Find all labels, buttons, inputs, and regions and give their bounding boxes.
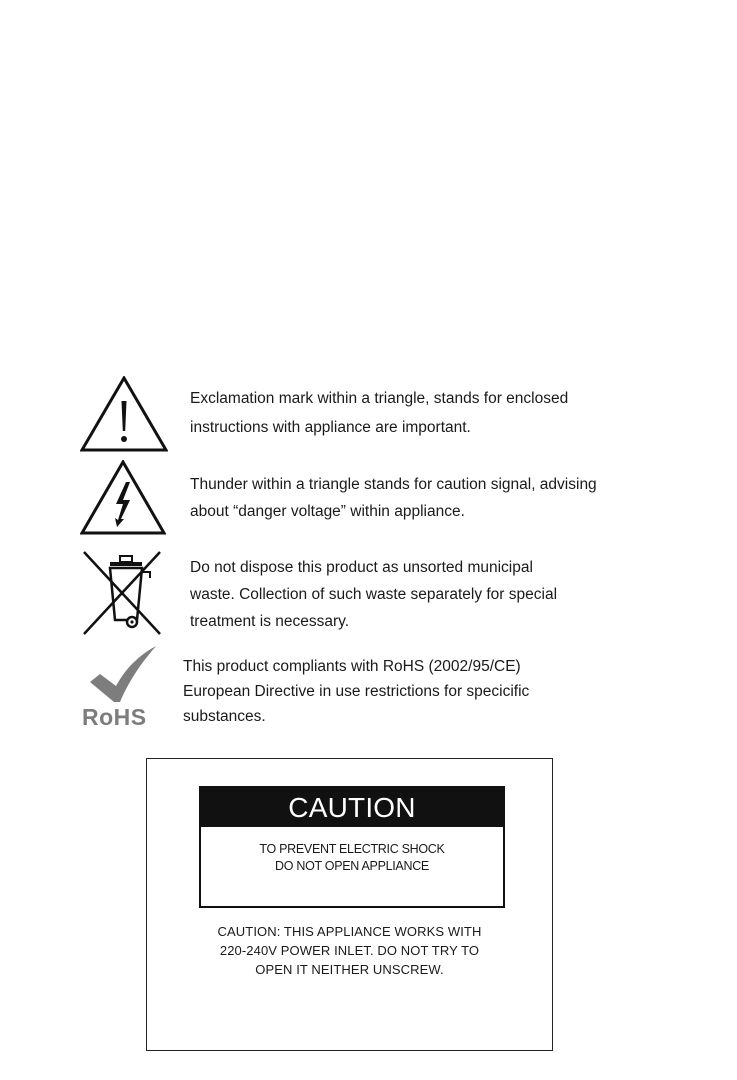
rohs-logo-text: RoHS — [82, 704, 147, 730]
caution-title: CAUTION — [201, 788, 503, 827]
caution-note: CAUTION: THIS APPLIANCE WORKS WITH 220-240V POWER INLET. DO NOT TRY TO OPEN IT NEITHER UNSCREW. — [217, 924, 482, 977]
caution-box — [199, 786, 505, 908]
lightning-triangle-icon — [80, 460, 166, 536]
rohs-check-icon — [88, 646, 164, 702]
caution-label-frame — [146, 758, 553, 1051]
symbol-description: Exclamation mark within a triangle, stands for enclosed instructions with appliance are important. — [190, 390, 569, 436]
symbol-description: Thunder within a triangle stands for caution signal, advising about “danger voltage” within appliance. — [190, 476, 597, 520]
crossed-bin-icon — [80, 546, 166, 636]
exclamation-triangle-icon — [80, 376, 168, 452]
symbol-description: This product compliants with RoHS (2002/95/CE) European Directive in use restrictions for specicific substances. — [183, 658, 530, 725]
symbol-description: Do not dispose this product as unsorted municipal waste. Collection of such waste separately for special treatment is necessary. — [190, 559, 558, 630]
caution-warning-text: TO PREVENT ELECTRIC SHOCK DO NOT OPEN APPLIANCE — [259, 842, 445, 873]
